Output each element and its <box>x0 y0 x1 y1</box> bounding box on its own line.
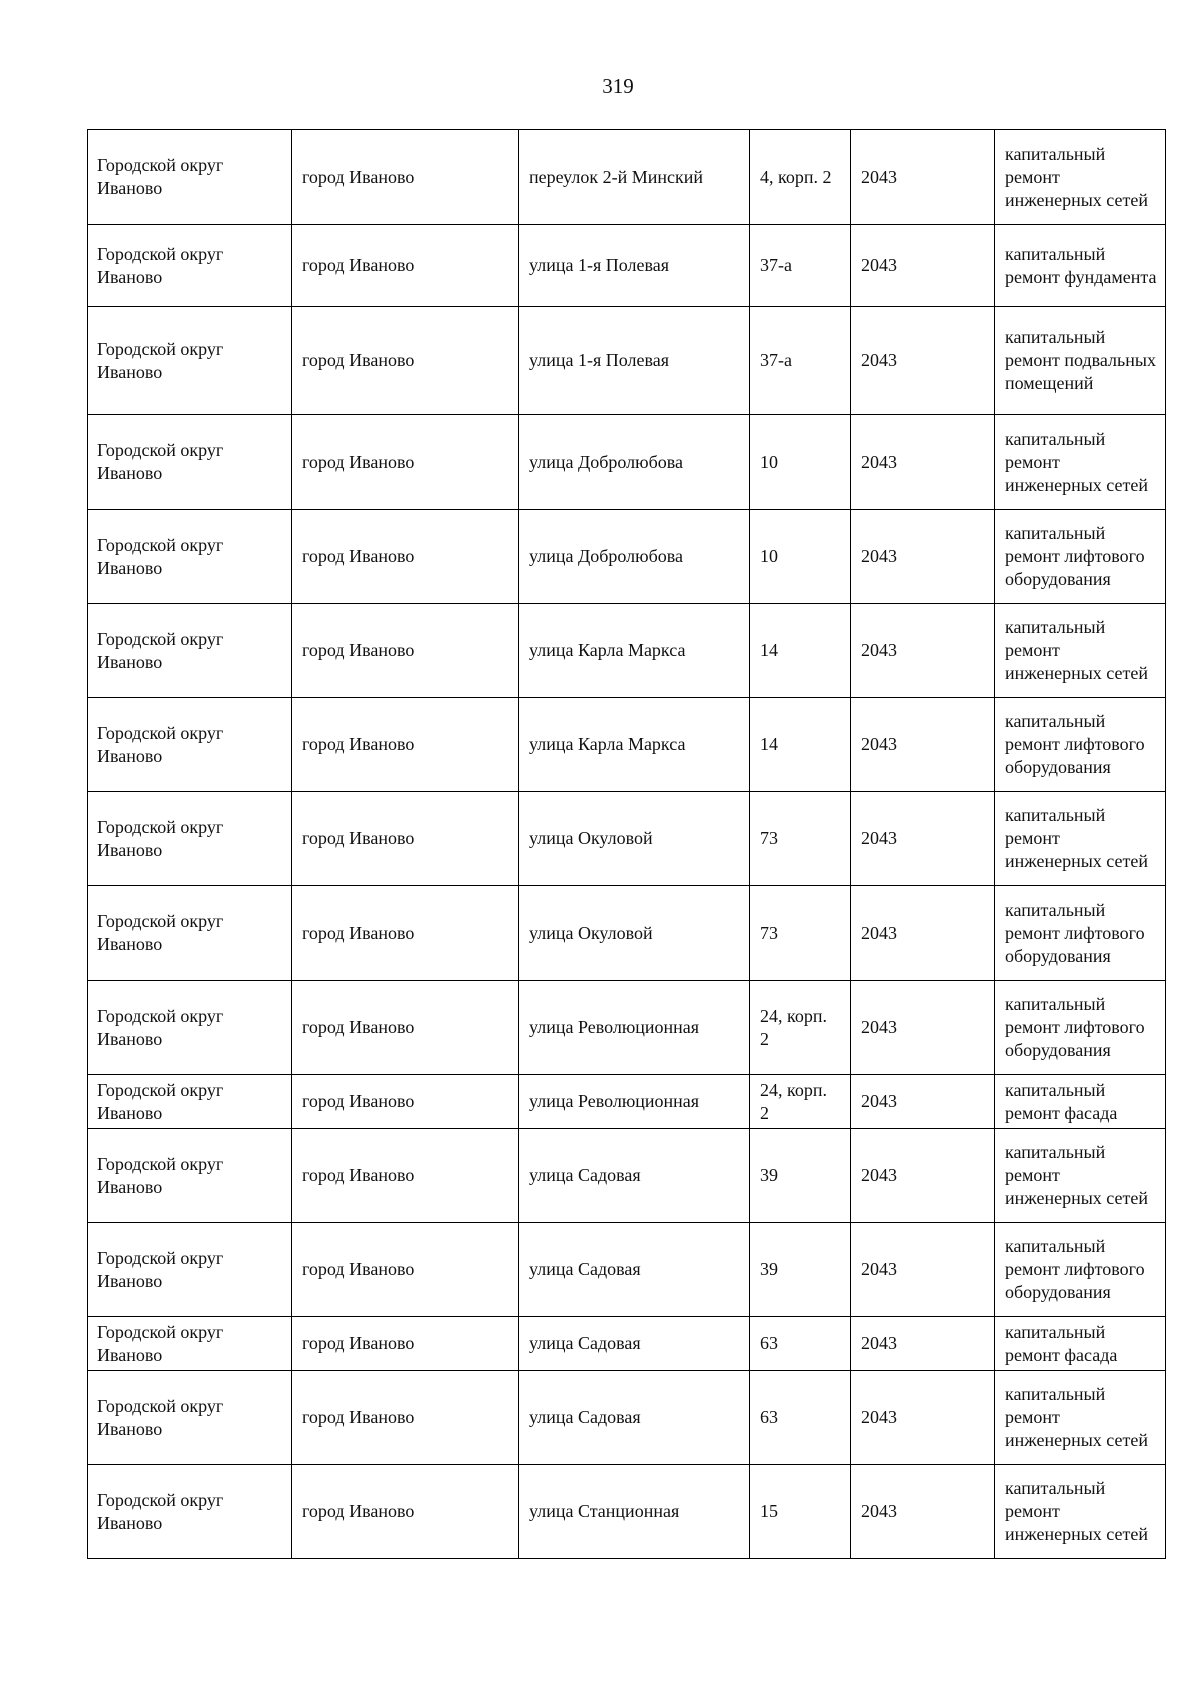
year-cell: 2043 <box>851 1465 995 1559</box>
municipality-cell: Городской округ Иваново <box>88 307 292 415</box>
year-cell: 2043 <box>851 1317 995 1371</box>
table-row <box>88 225 1166 307</box>
municipality-cell: Городской округ Иваново <box>88 886 292 981</box>
work-type-cell: капитальный ремонт инженерных сетей <box>995 1371 1166 1465</box>
page-number: 319 <box>602 74 634 98</box>
settlement-cell: город Иваново <box>292 886 519 981</box>
municipality-cell: Городской округ Иваново <box>88 510 292 604</box>
year-cell: 2043 <box>851 1075 995 1129</box>
house-number-cell: 37-а <box>750 307 851 415</box>
settlement-cell: город Иваново <box>292 1075 519 1129</box>
house-number-cell: 15 <box>750 1465 851 1559</box>
work-type-cell: капитальный ремонт подвальных помещений <box>995 307 1166 415</box>
street-cell: улица Окуловой <box>519 792 750 886</box>
settlement-cell: город Иваново <box>292 307 519 415</box>
municipality-cell: Городской округ Иваново <box>88 225 292 307</box>
repair-schedule-table <box>87 129 1166 1559</box>
street-cell: улица Садовая <box>519 1129 750 1223</box>
municipality-cell: Городской округ Иваново <box>88 1223 292 1317</box>
work-type-cell: капитальный ремонт лифтового оборудования <box>995 886 1166 981</box>
table-row <box>88 981 1166 1075</box>
year-cell: 2043 <box>851 225 995 307</box>
house-number-cell: 24, корп. 2 <box>750 1075 851 1129</box>
settlement-cell: город Иваново <box>292 510 519 604</box>
table-row <box>88 130 1166 225</box>
municipality-cell: Городской округ Иваново <box>88 415 292 510</box>
work-type-cell: капитальный ремонт инженерных сетей <box>995 1465 1166 1559</box>
work-type-cell: капитальный ремонт лифтового оборудования <box>995 698 1166 792</box>
table-row <box>88 510 1166 604</box>
year-cell: 2043 <box>851 1223 995 1317</box>
municipality-cell: Городской округ Иваново <box>88 1075 292 1129</box>
year-cell: 2043 <box>851 415 995 510</box>
work-type-cell: капитальный ремонт инженерных сетей <box>995 415 1166 510</box>
street-cell: улица Садовая <box>519 1317 750 1371</box>
work-type-cell: капитальный ремонт лифтового оборудования <box>995 1223 1166 1317</box>
year-cell: 2043 <box>851 886 995 981</box>
settlement-cell: город Иваново <box>292 130 519 225</box>
work-type-cell: капитальный ремонт инженерных сетей <box>995 604 1166 698</box>
street-cell: улица Окуловой <box>519 886 750 981</box>
table-row <box>88 1317 1166 1371</box>
table-row <box>88 698 1166 792</box>
settlement-cell: город Иваново <box>292 981 519 1075</box>
settlement-cell: город Иваново <box>292 1371 519 1465</box>
settlement-cell: город Иваново <box>292 604 519 698</box>
municipality-cell: Городской округ Иваново <box>88 604 292 698</box>
street-cell: улица Революционная <box>519 1075 750 1129</box>
municipality-cell: Городской округ Иваново <box>88 981 292 1075</box>
settlement-cell: город Иваново <box>292 792 519 886</box>
settlement-cell: город Иваново <box>292 1317 519 1371</box>
house-number-cell: 73 <box>750 792 851 886</box>
work-type-cell: капитальный ремонт фасада <box>995 1075 1166 1129</box>
street-cell: улица Добролюбова <box>519 415 750 510</box>
house-number-cell: 63 <box>750 1371 851 1465</box>
house-number-cell: 39 <box>750 1129 851 1223</box>
year-cell: 2043 <box>851 307 995 415</box>
street-cell: улица Садовая <box>519 1223 750 1317</box>
year-cell: 2043 <box>851 604 995 698</box>
year-cell: 2043 <box>851 510 995 604</box>
street-cell: улица 1-я Полевая <box>519 307 750 415</box>
house-number-cell: 14 <box>750 698 851 792</box>
settlement-cell: город Иваново <box>292 1129 519 1223</box>
street-cell: улица Карла Маркса <box>519 698 750 792</box>
municipality-cell: Городской округ Иваново <box>88 1465 292 1559</box>
table-row <box>88 1223 1166 1317</box>
table-row <box>88 1129 1166 1223</box>
year-cell: 2043 <box>851 981 995 1075</box>
table-row <box>88 1371 1166 1465</box>
house-number-cell: 14 <box>750 604 851 698</box>
municipality-cell: Городской округ Иваново <box>88 698 292 792</box>
settlement-cell: город Иваново <box>292 415 519 510</box>
work-type-cell: капитальный ремонт инженерных сетей <box>995 792 1166 886</box>
table-body <box>88 130 1166 1559</box>
municipality-cell: Городской округ Иваново <box>88 1317 292 1371</box>
table-row <box>88 886 1166 981</box>
municipality-cell: Городской округ Иваново <box>88 130 292 225</box>
table-row <box>88 792 1166 886</box>
work-type-cell: капитальный ремонт лифтового оборудования <box>995 510 1166 604</box>
year-cell: 2043 <box>851 698 995 792</box>
settlement-cell: город Иваново <box>292 1465 519 1559</box>
municipality-cell: Городской округ Иваново <box>88 1129 292 1223</box>
table-row <box>88 307 1166 415</box>
street-cell: улица Садовая <box>519 1371 750 1465</box>
settlement-cell: город Иваново <box>292 1223 519 1317</box>
street-cell: улица Добролюбова <box>519 510 750 604</box>
table-row <box>88 415 1166 510</box>
house-number-cell: 10 <box>750 415 851 510</box>
street-cell: улица Карла Маркса <box>519 604 750 698</box>
year-cell: 2043 <box>851 792 995 886</box>
house-number-cell: 24, корп. 2 <box>750 981 851 1075</box>
house-number-cell: 4, корп. 2 <box>750 130 851 225</box>
house-number-cell: 73 <box>750 886 851 981</box>
year-cell: 2043 <box>851 1371 995 1465</box>
work-type-cell: капитальный ремонт инженерных сетей <box>995 1129 1166 1223</box>
year-cell: 2043 <box>851 1129 995 1223</box>
street-cell: улица Станционная <box>519 1465 750 1559</box>
municipality-cell: Городской округ Иваново <box>88 792 292 886</box>
street-cell: улица Революционная <box>519 981 750 1075</box>
table-row <box>88 1075 1166 1129</box>
table-row <box>88 604 1166 698</box>
work-type-cell: капитальный ремонт инженерных сетей <box>995 130 1166 225</box>
house-number-cell: 10 <box>750 510 851 604</box>
work-type-cell: капитальный ремонт фасада <box>995 1317 1166 1371</box>
work-type-cell: капитальный ремонт лифтового оборудования <box>995 981 1166 1075</box>
municipality-cell: Городской округ Иваново <box>88 1371 292 1465</box>
settlement-cell: город Иваново <box>292 698 519 792</box>
street-cell: переулок 2-й Минский <box>519 130 750 225</box>
house-number-cell: 37-а <box>750 225 851 307</box>
street-cell: улица 1-я Полевая <box>519 225 750 307</box>
work-type-cell: капитальный ремонт фундамента <box>995 225 1166 307</box>
house-number-cell: 63 <box>750 1317 851 1371</box>
house-number-cell: 39 <box>750 1223 851 1317</box>
table-row <box>88 1465 1166 1559</box>
settlement-cell: город Иваново <box>292 225 519 307</box>
year-cell: 2043 <box>851 130 995 225</box>
